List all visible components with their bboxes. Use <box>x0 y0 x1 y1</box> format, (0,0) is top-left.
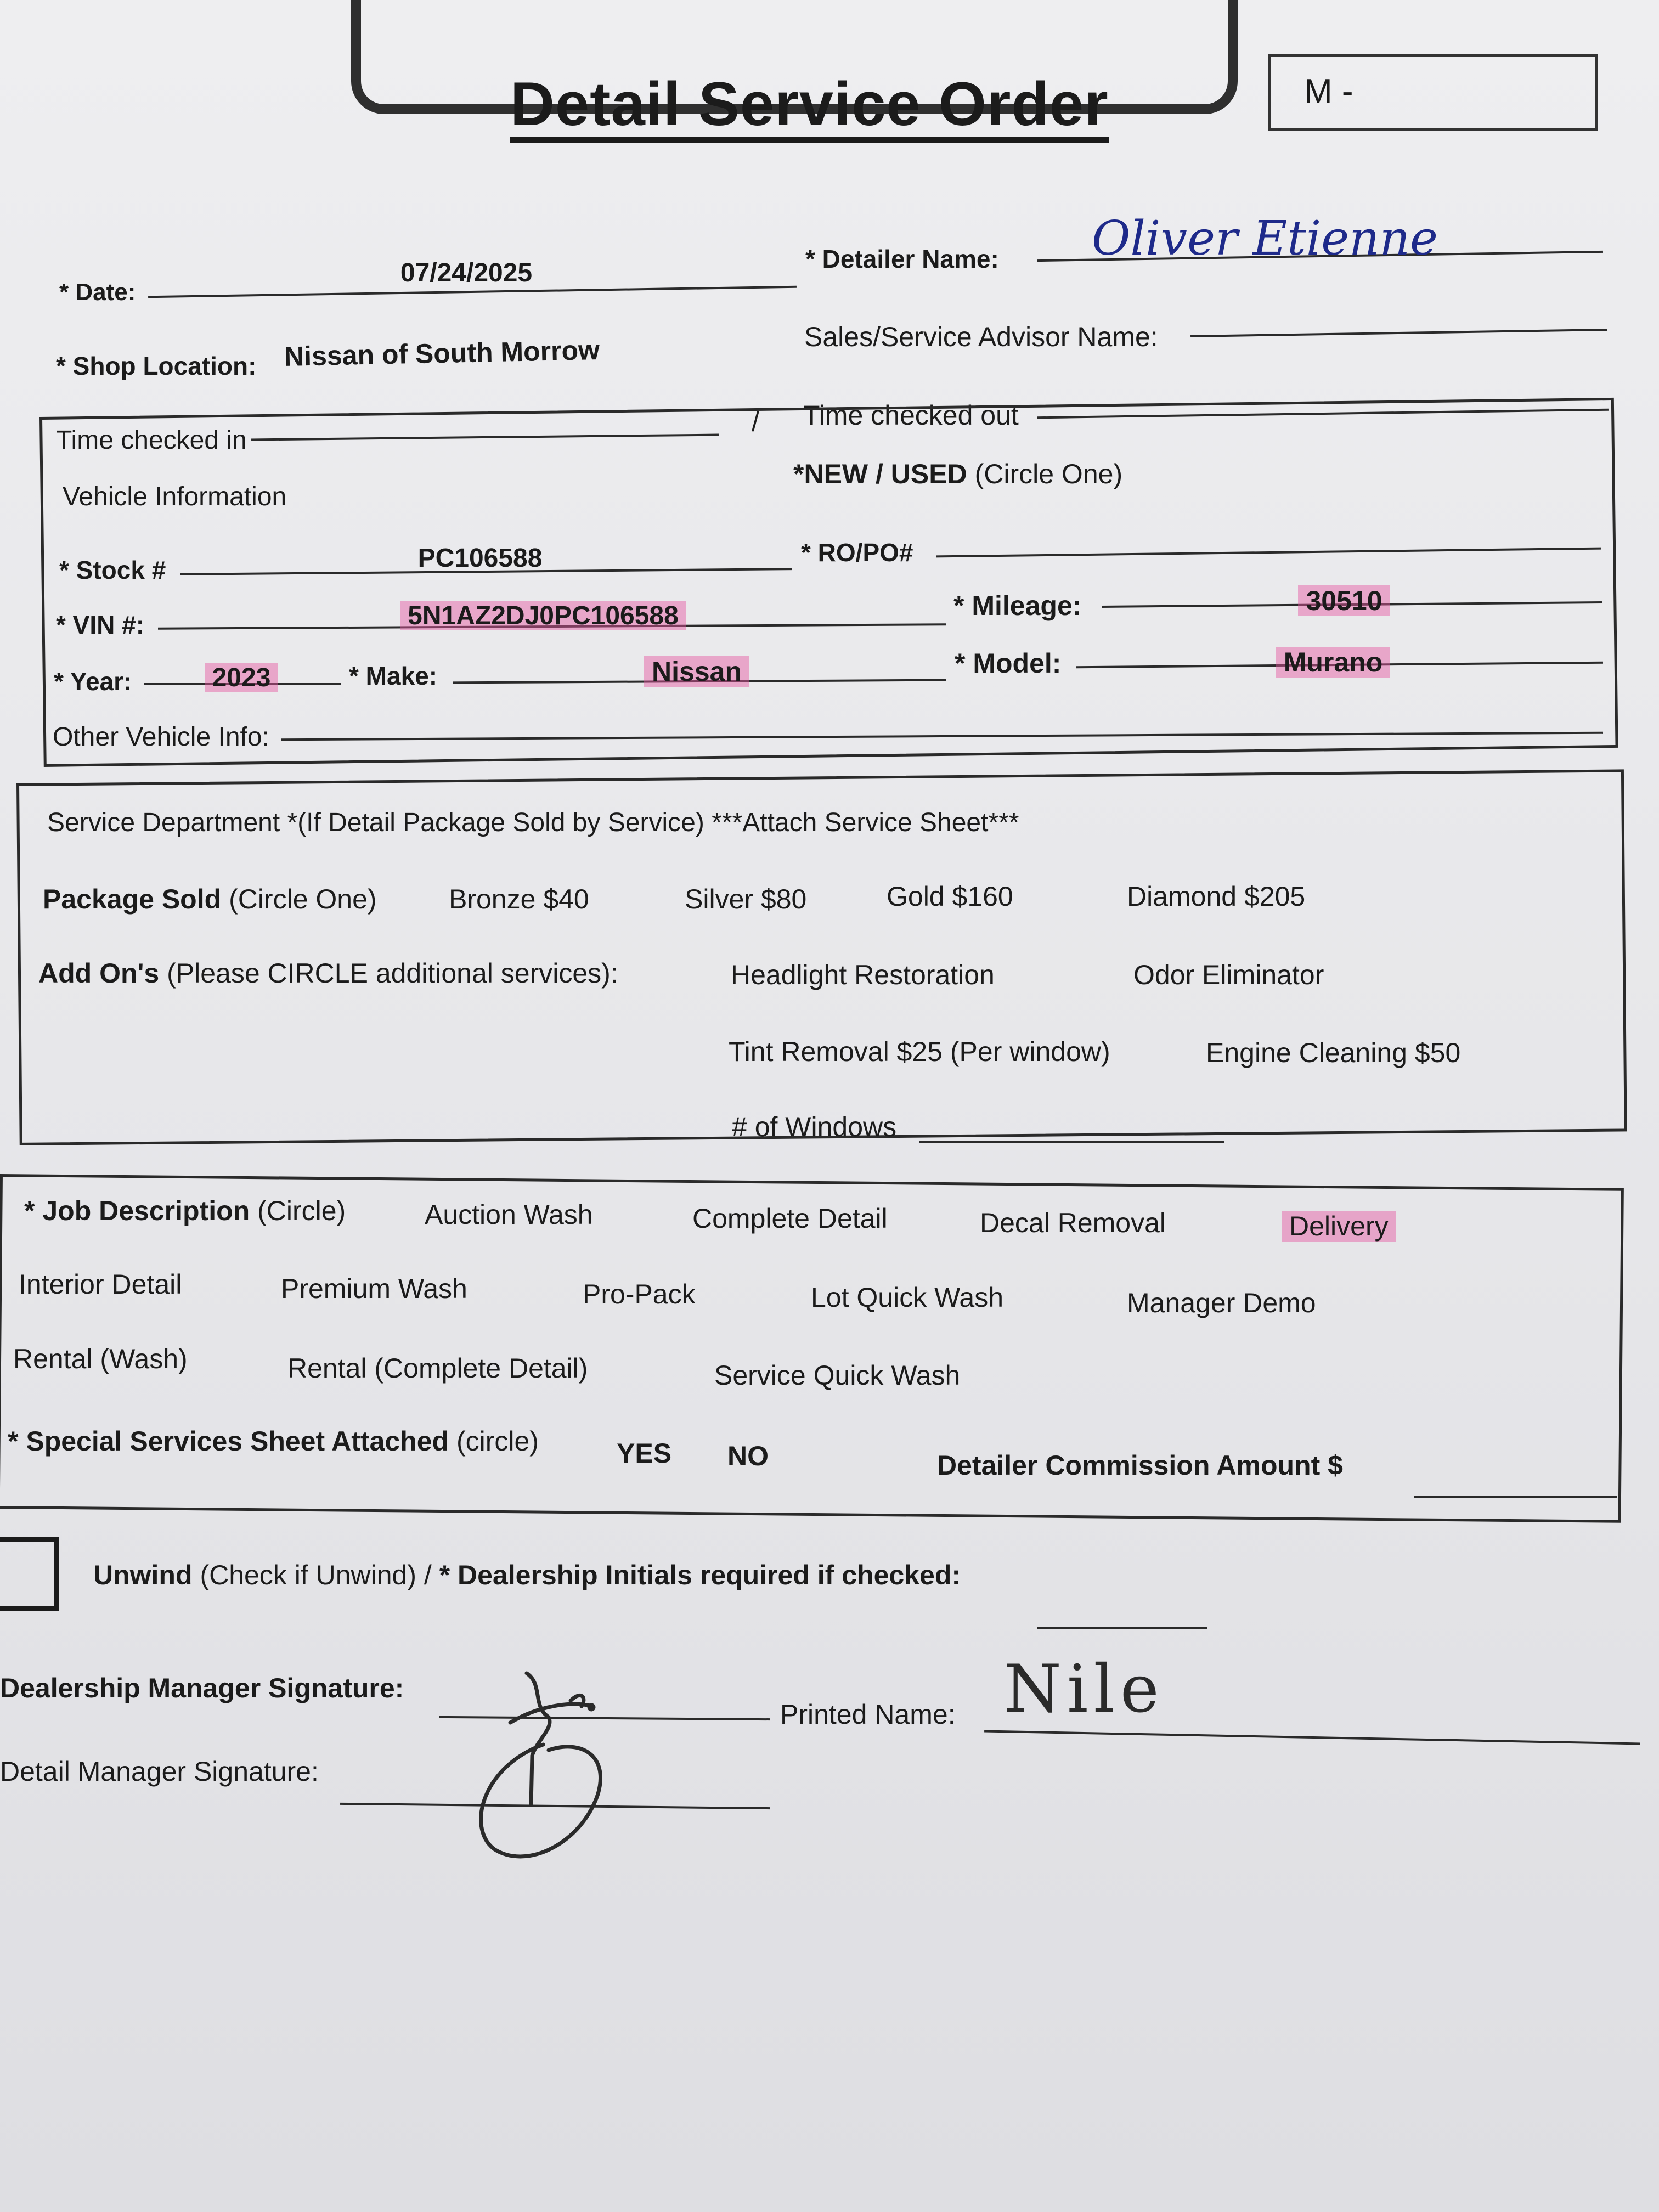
addons-label: Add On's <box>38 958 160 989</box>
vehicle-section-label: Vehicle Information <box>63 482 287 511</box>
special-yes[interactable]: YES <box>617 1438 672 1469</box>
year-label: * Year: <box>54 667 132 696</box>
special-label: * Special Services Sheet Attached <box>8 1426 449 1457</box>
commission-label: Detailer Commission Amount $ <box>937 1450 1343 1481</box>
stock-value: PC106588 <box>417 544 543 573</box>
special-hint: (circle) <box>456 1426 539 1457</box>
mileage-value: 30510 <box>1298 585 1390 616</box>
addon-headlight[interactable]: Headlight Restoration <box>731 960 995 990</box>
model-label: * Model: <box>955 648 1062 679</box>
detailer-label: * Detailer Name: <box>805 245 999 273</box>
job-decal-removal[interactable]: Decal Removal <box>980 1207 1166 1238</box>
service-header: Service Department *(If Detail Package Sold by Service) ***Attach Service Sheet*** <box>47 808 1019 837</box>
new-used-hint: (Circle One) <box>974 459 1123 489</box>
job-premium-wash[interactable]: Premium Wash <box>281 1273 467 1304</box>
year-value: 2023 <box>205 663 279 692</box>
addon-engine[interactable]: Engine Cleaning $50 <box>1206 1037 1461 1068</box>
package-silver[interactable]: Silver $80 <box>685 884 807 915</box>
initials-label: * Dealership Initials required if checked: <box>439 1560 961 1590</box>
job-interior-detail[interactable]: Interior Detail <box>19 1269 182 1300</box>
shop-label: * Shop Location: <box>56 352 257 380</box>
vin-label: * VIN #: <box>56 611 145 639</box>
job-manager-demo[interactable]: Manager Demo <box>1127 1288 1316 1318</box>
stock-label: * Stock # <box>59 556 166 584</box>
detail-manager-signature-label: Detail Manager Signature: <box>0 1756 319 1787</box>
manager-signature-label: Dealership Manager Signature: <box>0 1673 404 1703</box>
package-hint: (Circle One) <box>229 884 377 915</box>
job-label: * Job Description <box>24 1195 250 1226</box>
job-complete-detail[interactable]: Complete Detail <box>692 1203 888 1234</box>
package-bronze[interactable]: Bronze $40 <box>449 884 589 915</box>
package-diamond[interactable]: Diamond $205 <box>1127 881 1306 912</box>
special-no[interactable]: NO <box>727 1441 769 1471</box>
unwind-hint: (Check if Unwind) / <box>200 1560 432 1590</box>
job-rental-wash[interactable]: Rental (Wash) <box>13 1344 188 1374</box>
detailer-value: Oliver Etienne <box>1092 211 1438 266</box>
job-delivery: Delivery <box>1282 1211 1396 1242</box>
printed-name-label: Printed Name: <box>780 1699 956 1730</box>
job-lot-quick-wash[interactable]: Lot Quick Wash <box>811 1282 1004 1313</box>
job-pro-pack[interactable]: Pro-Pack <box>583 1279 696 1310</box>
time-separator: / <box>752 407 759 437</box>
package-label: Package Sold <box>43 884 222 915</box>
mileage-label: * Mileage: <box>953 590 1082 621</box>
vin-value: 5N1AZ2DJ0PC106588 <box>400 601 686 630</box>
addon-tint[interactable]: Tint Removal $25 (Per window) <box>729 1036 1110 1067</box>
page-title: Detail Service Order <box>510 71 1109 143</box>
job-auction-wash[interactable]: Auction Wash <box>425 1199 593 1230</box>
windows-label: # of Windows <box>732 1111 897 1142</box>
make-value: Nissan <box>644 656 749 687</box>
addons-hint: (Please CIRCLE additional services): <box>167 958 618 989</box>
time-in-label: Time checked in <box>56 426 247 455</box>
make-label: * Make: <box>349 662 438 690</box>
new-used-label: *NEW / USED <box>793 459 967 489</box>
addon-odor[interactable]: Odor Eliminator <box>1133 960 1324 990</box>
time-out-label: Time checked out <box>803 400 1019 431</box>
date-value: 07/24/2025 <box>400 258 533 287</box>
ro-label: * RO/PO# <box>801 538 913 567</box>
advisor-label: Sales/Service Advisor Name: <box>804 321 1158 352</box>
job-service-quick-wash[interactable]: Service Quick Wash <box>714 1360 961 1391</box>
date-label: * Date: <box>59 279 136 306</box>
unwind-label: Unwind <box>93 1560 193 1590</box>
shop-value: Nissan of South Morrow <box>284 334 600 373</box>
job-hint: (Circle) <box>257 1195 346 1226</box>
package-gold[interactable]: Gold $160 <box>887 881 1013 912</box>
other-info-label: Other Vehicle Info: <box>53 723 269 752</box>
job-rental-complete[interactable]: Rental (Complete Detail) <box>287 1353 588 1384</box>
m-number-label: M - <box>1304 72 1353 110</box>
printed-name-value: Nile <box>1004 1651 1165 1728</box>
model-value: Murano <box>1276 647 1391 678</box>
